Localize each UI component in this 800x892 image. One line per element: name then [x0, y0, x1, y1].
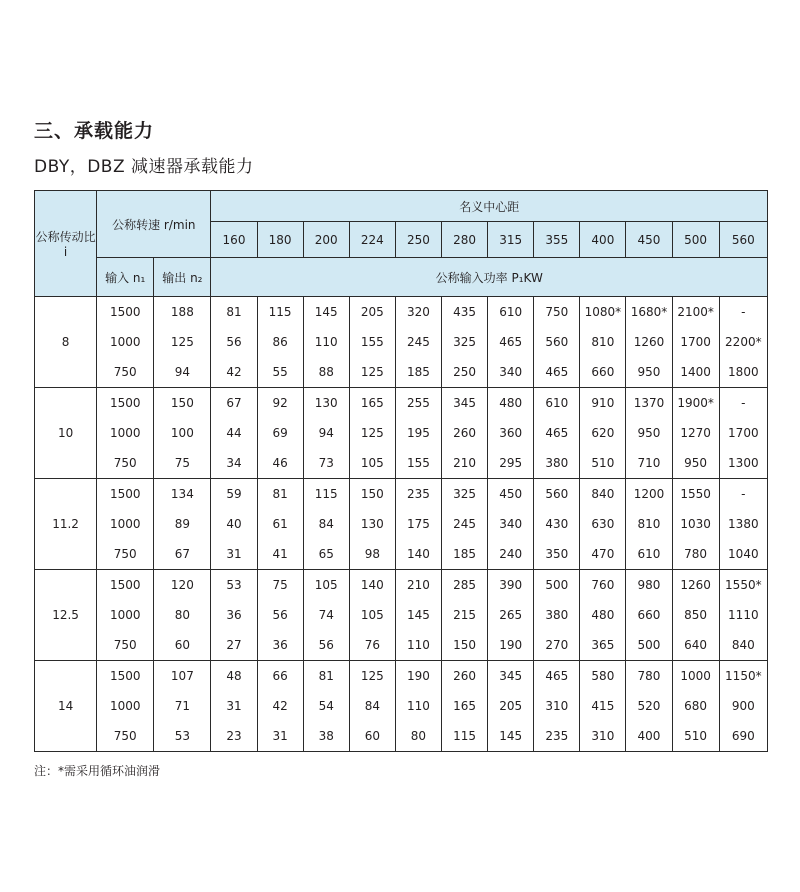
power-cell: 53	[211, 570, 257, 601]
capacity-table	[34, 190, 768, 752]
center-distance-cell: 280	[442, 222, 488, 258]
power-cell: 105	[303, 570, 349, 601]
table-row	[35, 388, 768, 419]
table-row	[35, 630, 768, 661]
power-cell: 105	[349, 600, 395, 630]
power-cell: 320	[395, 297, 441, 328]
input-speed-cell: 750	[97, 630, 154, 661]
power-cell: 465	[534, 661, 580, 692]
input-speed-cell: 1500	[97, 570, 154, 601]
power-cell: 660	[626, 600, 672, 630]
power-cell: 210	[442, 448, 488, 479]
power-cell: 260	[442, 418, 488, 448]
power-cell: 910	[580, 388, 626, 419]
power-cell: 81	[257, 479, 303, 510]
center-distance-cell: 355	[534, 222, 580, 258]
output-speed-cell: 125	[154, 327, 211, 357]
power-cell: 1370	[626, 388, 672, 419]
power-cell: 1270	[672, 418, 719, 448]
power-cell: 1700	[672, 327, 719, 357]
power-cell: 340	[488, 357, 534, 388]
power-cell: 1300	[719, 448, 767, 479]
power-cell: 245	[395, 327, 441, 357]
speed-header: 公称转速 r/min	[97, 191, 211, 258]
input-speed-cell: 750	[97, 721, 154, 752]
power-cell: 345	[488, 661, 534, 692]
power-cell: 270	[534, 630, 580, 661]
power-cell: 465	[488, 327, 534, 357]
power-cell: 950	[626, 357, 672, 388]
footnote: 注：*需采用循环油润滑	[34, 764, 161, 778]
power-cell: 950	[672, 448, 719, 479]
power-cell: 465	[534, 357, 580, 388]
power-cell: 36	[257, 630, 303, 661]
power-cell: 31	[257, 721, 303, 752]
input-speed-cell: 1000	[97, 509, 154, 539]
power-cell: 1700	[719, 418, 767, 448]
output-speed-cell: 188	[154, 297, 211, 328]
power-cell: 155	[395, 448, 441, 479]
output-speed-cell: 134	[154, 479, 211, 510]
output-speed-cell: 120	[154, 570, 211, 601]
power-cell: 780	[672, 539, 719, 570]
power-cell: 59	[211, 479, 257, 510]
power-cell: 660	[580, 357, 626, 388]
power-cell: 98	[349, 539, 395, 570]
ratio-cell: 11.2	[35, 479, 97, 570]
power-cell: 480	[580, 600, 626, 630]
power-cell: 610	[534, 388, 580, 419]
power-cell: 900	[719, 691, 767, 721]
power-cell: 74	[303, 600, 349, 630]
power-cell: 44	[211, 418, 257, 448]
table-row	[35, 297, 768, 328]
power-cell: 56	[211, 327, 257, 357]
output-speed-cell: 100	[154, 418, 211, 448]
output-speed-cell: 71	[154, 691, 211, 721]
power-cell: 81	[211, 297, 257, 328]
power-cell: 500	[534, 570, 580, 601]
power-cell: 640	[672, 630, 719, 661]
ratio-cell: 8	[35, 297, 97, 388]
input-speed-cell: 1500	[97, 297, 154, 328]
power-cell: 610	[488, 297, 534, 328]
power-cell: 1040	[719, 539, 767, 570]
power-cell: 850	[672, 600, 719, 630]
power-cell: 130	[303, 388, 349, 419]
power-cell: 390	[488, 570, 534, 601]
power-cell: 980	[626, 570, 672, 601]
power-cell: 65	[303, 539, 349, 570]
power-cell: 36	[211, 600, 257, 630]
output-speed-cell: 150	[154, 388, 211, 419]
power-cell: 69	[257, 418, 303, 448]
table-row	[35, 327, 768, 357]
power-cell: 185	[395, 357, 441, 388]
power-cell: 350	[534, 539, 580, 570]
power-cell: 61	[257, 509, 303, 539]
power-cell: 465	[534, 418, 580, 448]
power-cell: 810	[580, 327, 626, 357]
power-cell: 150	[442, 630, 488, 661]
output-speed-cell: 67	[154, 539, 211, 570]
power-cell: 235	[534, 721, 580, 752]
power-cell: 1380	[719, 509, 767, 539]
table-row	[35, 479, 768, 510]
power-cell: 325	[442, 479, 488, 510]
power-cell: 110	[395, 691, 441, 721]
power-cell: 125	[349, 357, 395, 388]
power-cell: 310	[534, 691, 580, 721]
power-cell: 1260	[626, 327, 672, 357]
input-speed-cell: 1500	[97, 388, 154, 419]
power-cell: 840	[719, 630, 767, 661]
power-cell: 215	[442, 600, 488, 630]
power-cell: 92	[257, 388, 303, 419]
power-cell: 430	[534, 509, 580, 539]
output-speed-cell: 53	[154, 721, 211, 752]
power-cell: 435	[442, 297, 488, 328]
power-cell: 165	[349, 388, 395, 419]
output-speed-cell: 75	[154, 448, 211, 479]
center-distance-cell: 224	[349, 222, 395, 258]
power-cell: 1080*	[580, 297, 626, 328]
power-cell: 1000	[672, 661, 719, 692]
power-cell: 415	[580, 691, 626, 721]
center-distance-cell: 160	[211, 222, 257, 258]
power-cell: 560	[534, 327, 580, 357]
table-row	[35, 448, 768, 479]
power-cell: 110	[303, 327, 349, 357]
power-cell: 195	[395, 418, 441, 448]
power-cell: 295	[488, 448, 534, 479]
power-cell: 690	[719, 721, 767, 752]
power-cell: 94	[303, 418, 349, 448]
power-cell: 40	[211, 509, 257, 539]
section-heading: 三、承载能力	[34, 120, 155, 142]
power-cell: -	[719, 297, 767, 328]
power-cell: 1150*	[719, 661, 767, 692]
power-cell: 400	[626, 721, 672, 752]
power-cell: 310	[580, 721, 626, 752]
input-speed-cell: 1000	[97, 327, 154, 357]
power-cell: 41	[257, 539, 303, 570]
power-cell: 80	[395, 721, 441, 752]
power-cell: 115	[442, 721, 488, 752]
power-cell: 1900*	[672, 388, 719, 419]
power-cell: 340	[488, 509, 534, 539]
center-distance-cell: 250	[395, 222, 441, 258]
power-cell: 360	[488, 418, 534, 448]
output-speed-cell: 89	[154, 509, 211, 539]
power-cell: 42	[211, 357, 257, 388]
power-cell: 630	[580, 509, 626, 539]
power-cell: 1260	[672, 570, 719, 601]
input-speed-cell: 750	[97, 357, 154, 388]
input-speed-cell: 750	[97, 539, 154, 570]
power-cell: 38	[303, 721, 349, 752]
power-cell: 380	[534, 600, 580, 630]
center-distance-cell: 450	[626, 222, 672, 258]
power-cell: 190	[395, 661, 441, 692]
power-cell: 1550*	[719, 570, 767, 601]
power-cell: 2100*	[672, 297, 719, 328]
ratio-header: 公称传动比 i	[35, 191, 97, 297]
power-cell: 345	[442, 388, 488, 419]
power-cell: 34	[211, 448, 257, 479]
power-cell: 620	[580, 418, 626, 448]
table-row	[35, 509, 768, 539]
power-cell: 580	[580, 661, 626, 692]
power-cell: 125	[349, 418, 395, 448]
power-cell: 1800	[719, 357, 767, 388]
output-speed-header: 输出 n₂	[154, 258, 211, 297]
power-cell: 610	[626, 539, 672, 570]
power-cell: 145	[303, 297, 349, 328]
power-cell: 1030	[672, 509, 719, 539]
ratio-cell: 14	[35, 661, 97, 752]
power-cell: 84	[303, 509, 349, 539]
power-cell: 780	[626, 661, 672, 692]
power-cell: 255	[395, 388, 441, 419]
input-speed-cell: 1500	[97, 479, 154, 510]
table-body	[35, 297, 768, 752]
input-speed-header: 输入 n₁	[97, 258, 154, 297]
table-row	[35, 539, 768, 570]
output-speed-cell: 60	[154, 630, 211, 661]
power-cell: 520	[626, 691, 672, 721]
input-speed-cell: 1000	[97, 418, 154, 448]
power-cell: 46	[257, 448, 303, 479]
power-cell: 185	[442, 539, 488, 570]
power-cell: 480	[488, 388, 534, 419]
power-cell: 500	[626, 630, 672, 661]
power-cell: 105	[349, 448, 395, 479]
power-cell: 27	[211, 630, 257, 661]
power-cell: 60	[349, 721, 395, 752]
table-row	[35, 691, 768, 721]
power-cell: 365	[580, 630, 626, 661]
power-cell: 84	[349, 691, 395, 721]
power-cell: 250	[442, 357, 488, 388]
power-cell: 1550	[672, 479, 719, 510]
power-cell: 510	[580, 448, 626, 479]
power-cell: 190	[488, 630, 534, 661]
power-cell: 1680*	[626, 297, 672, 328]
power-cell: 73	[303, 448, 349, 479]
input-speed-cell: 1000	[97, 600, 154, 630]
power-cell: 31	[211, 539, 257, 570]
power-cell: 66	[257, 661, 303, 692]
output-speed-cell: 94	[154, 357, 211, 388]
power-cell: 140	[349, 570, 395, 601]
power-cell: 115	[257, 297, 303, 328]
ratio-cell: 12.5	[35, 570, 97, 661]
input-speed-cell: 1000	[97, 691, 154, 721]
power-cell: 140	[395, 539, 441, 570]
power-cell: 1400	[672, 357, 719, 388]
power-cell: 240	[488, 539, 534, 570]
power-cell: 205	[488, 691, 534, 721]
power-cell: 1110	[719, 600, 767, 630]
power-cell: 2200*	[719, 327, 767, 357]
power-cell: 125	[349, 661, 395, 692]
power-cell: 76	[349, 630, 395, 661]
table-row	[35, 661, 768, 692]
power-cell: 55	[257, 357, 303, 388]
power-cell: 710	[626, 448, 672, 479]
power-cell: 86	[257, 327, 303, 357]
power-cell: 235	[395, 479, 441, 510]
power-cell: 145	[488, 721, 534, 752]
table-row	[35, 600, 768, 630]
table-row	[35, 357, 768, 388]
power-cell: 67	[211, 388, 257, 419]
power-cell: 510	[672, 721, 719, 752]
power-cell: 950	[626, 418, 672, 448]
power-cell: 54	[303, 691, 349, 721]
power-cell: -	[719, 479, 767, 510]
table-subheading: DBY，DBZ 减速器承载能力	[34, 157, 254, 177]
center-distance-cell: 500	[672, 222, 719, 258]
table-row	[35, 721, 768, 752]
power-cell: 165	[442, 691, 488, 721]
center-distance-cell: 315	[488, 222, 534, 258]
table-row	[35, 570, 768, 601]
power-cell: 265	[488, 600, 534, 630]
power-cell: 380	[534, 448, 580, 479]
input-speed-cell: 750	[97, 448, 154, 479]
power-cell: 130	[349, 509, 395, 539]
power-cell: 110	[395, 630, 441, 661]
power-cell: 245	[442, 509, 488, 539]
power-cell: -	[719, 388, 767, 419]
power-cell: 840	[580, 479, 626, 510]
output-speed-cell: 107	[154, 661, 211, 692]
power-cell: 115	[303, 479, 349, 510]
center-distance-cell: 560	[719, 222, 767, 258]
power-cell: 450	[488, 479, 534, 510]
power-cell: 750	[534, 297, 580, 328]
power-header: 公称输入功率 P₁KW	[211, 258, 768, 297]
power-cell: 56	[257, 600, 303, 630]
power-cell: 1200	[626, 479, 672, 510]
input-speed-cell: 1500	[97, 661, 154, 692]
power-cell: 81	[303, 661, 349, 692]
power-cell: 680	[672, 691, 719, 721]
power-cell: 23	[211, 721, 257, 752]
power-cell: 155	[349, 327, 395, 357]
power-cell: 56	[303, 630, 349, 661]
power-cell: 205	[349, 297, 395, 328]
power-cell: 325	[442, 327, 488, 357]
output-speed-cell: 80	[154, 600, 211, 630]
power-cell: 42	[257, 691, 303, 721]
power-cell: 145	[395, 600, 441, 630]
power-cell: 150	[349, 479, 395, 510]
power-cell: 285	[442, 570, 488, 601]
table-row	[35, 418, 768, 448]
power-cell: 810	[626, 509, 672, 539]
power-cell: 175	[395, 509, 441, 539]
power-cell: 260	[442, 661, 488, 692]
center-distance-header: 名义中心距	[211, 191, 768, 222]
center-distance-cell: 180	[257, 222, 303, 258]
power-cell: 210	[395, 570, 441, 601]
power-cell: 31	[211, 691, 257, 721]
power-cell: 470	[580, 539, 626, 570]
power-cell: 48	[211, 661, 257, 692]
power-cell: 75	[257, 570, 303, 601]
power-cell: 88	[303, 357, 349, 388]
center-distance-cell: 400	[580, 222, 626, 258]
power-cell: 760	[580, 570, 626, 601]
power-cell: 560	[534, 479, 580, 510]
center-distance-cell: 200	[303, 222, 349, 258]
ratio-cell: 10	[35, 388, 97, 479]
